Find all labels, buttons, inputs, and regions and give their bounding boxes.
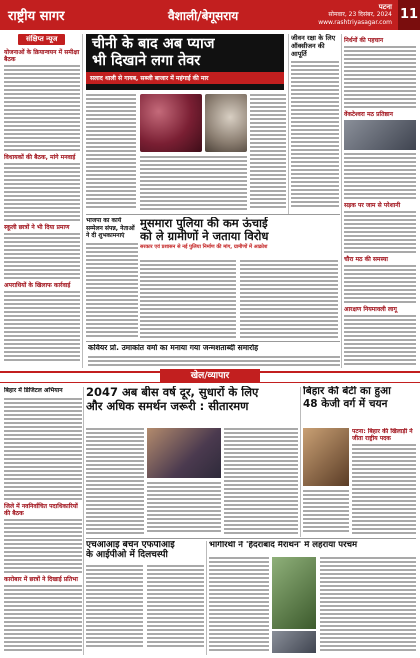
athlete-headline-block bbox=[303, 386, 417, 426]
ipo-story bbox=[86, 541, 204, 655]
column-rule bbox=[206, 541, 207, 655]
right-headline: वेंकटेश्वरा मठ प्रतिष्ठान bbox=[344, 111, 393, 118]
sitharaman-story-column bbox=[86, 428, 144, 536]
bridge-headline-line2: को ले ग्रामीणों ने जताया विरोध bbox=[140, 229, 269, 244]
sitharaman-headline-block bbox=[86, 386, 298, 426]
brief-headline: अपराधियों के खिलाफ कार्रवाई bbox=[4, 282, 71, 289]
dateline-site: www.rashtriyasagar.com bbox=[318, 19, 392, 26]
athlete-kicker: पटना: बिहार की खिलाड़ी ने जीता राष्ट्रीय पदक bbox=[352, 428, 413, 442]
athlete-story-column bbox=[303, 490, 349, 536]
onion-photo bbox=[140, 94, 202, 152]
section2-headline: कारोबार में छात्रों ने दिखाई प्रतिभा bbox=[4, 575, 78, 583]
bridge-headline-block bbox=[140, 217, 340, 257]
text-block bbox=[4, 163, 80, 221]
column-rule bbox=[341, 34, 342, 368]
ipo-headline-line2: के आईपीओ में दिलचस्पी bbox=[86, 550, 168, 561]
bridge-story-column bbox=[240, 260, 338, 340]
section-rule bbox=[86, 341, 340, 342]
section2-headline: जिले में नवनिर्वाचित पदाधिकारियों की बैठक bbox=[4, 502, 78, 517]
bridge-headline-line1: मुसमारा पुलिया की कम ऊंचाई bbox=[140, 217, 268, 230]
right-headline: निर्धनों की पहचान bbox=[344, 37, 384, 44]
lead-story-column bbox=[140, 156, 247, 212]
oxygen-story bbox=[291, 34, 339, 214]
dateline-date: सोमवार, 23 दिसंबर, 2024 bbox=[328, 11, 392, 18]
marathon-story-column bbox=[320, 557, 416, 655]
digital-campaign-headline: बिहार में डिजिटल अभियान bbox=[4, 387, 63, 394]
right-news-column bbox=[344, 34, 416, 368]
section-rule bbox=[86, 538, 416, 539]
ipo-headline-line1: एचओआई बैचेन एफपीआई bbox=[86, 541, 175, 550]
brief-news-label: संक्षिप्त न्यूज bbox=[18, 34, 65, 45]
right-headline: सड़क पर जाम से परेशानी bbox=[344, 202, 401, 209]
athlete-headline-line2: 48 केजी वर्ग में चयन bbox=[303, 398, 388, 411]
right-headline: आरक्षण नियमावली लागू bbox=[344, 306, 397, 313]
dateline bbox=[318, 3, 392, 27]
lead-story-column bbox=[250, 94, 286, 212]
bridge-story-column bbox=[140, 260, 236, 340]
runner-photo-2 bbox=[272, 631, 316, 653]
column-rule bbox=[82, 34, 83, 368]
poet-story bbox=[88, 356, 340, 368]
oxygen-headline: जीवन रक्षा के लिए ऑक्सीजन की आपूर्ति bbox=[291, 34, 336, 58]
minister-photo bbox=[147, 428, 221, 478]
sitharaman-story-column bbox=[224, 428, 298, 536]
marathon-headline-block bbox=[209, 541, 417, 555]
section-rule bbox=[86, 214, 340, 215]
athlete-story-column bbox=[352, 428, 416, 536]
bridge-subhead: सरकार एवं प्रशासन से नई पुलिया निर्माण की मांग, ग्रामीणों में आक्रोश bbox=[140, 244, 268, 251]
text-block bbox=[4, 291, 80, 361]
lead-headline-box bbox=[86, 34, 284, 90]
lead-story-column bbox=[86, 94, 136, 212]
onion-photo-2 bbox=[205, 94, 247, 152]
marathon-story-column bbox=[209, 557, 269, 655]
masthead-band bbox=[0, 0, 420, 30]
column-rule bbox=[288, 34, 289, 214]
brief-headline: विधायकों की बैठक, मांगे मनवाई bbox=[4, 154, 76, 161]
sitharaman-story-column bbox=[147, 482, 221, 536]
marathon-headline: भागीरथी ने 'हैदराबाद मैराथन' में लहराया परचम bbox=[209, 541, 358, 550]
lead-headline-line2: भी दिखाने लगा तेवर bbox=[92, 53, 201, 70]
athlete-photo bbox=[303, 428, 349, 486]
sitharaman-headline-line2: और अधिक समर्थन जरूरी : सीतारमण bbox=[86, 399, 249, 414]
text-block bbox=[4, 233, 80, 279]
runner-photo bbox=[272, 557, 316, 629]
page-number: 11 bbox=[398, 0, 420, 30]
brief-news-column bbox=[4, 46, 80, 368]
column-rule bbox=[83, 387, 84, 655]
edition-label: वैशाली/बेगूसराय bbox=[168, 9, 239, 23]
athlete-headline-line1: बिहार की बेटी का हुआ bbox=[303, 386, 391, 397]
right-headline: चौरा मठ की समस्या bbox=[344, 256, 388, 263]
lead-headline-line1: चीनी के बाद अब प्याज bbox=[92, 36, 215, 52]
lead-subhead: सलाद थाली से गायब, सब्जी बाजार में महंगाई की मार bbox=[86, 72, 284, 84]
text-block bbox=[4, 65, 80, 151]
column-rule bbox=[300, 387, 301, 537]
brief-headline: स्कूली छात्रों ने भी दिया प्रमाण bbox=[4, 224, 70, 231]
party-meeting-headline: भाजपा का कार्य सम्मेलन संपन्न, नेताओं ने दी शुभकामनाएं bbox=[86, 217, 135, 239]
poet-anniversary-headline: कवियर प्रो. उमाकांत वर्मा का मनाया गया जन्मशताब्दी समारोह bbox=[88, 344, 259, 352]
sitharaman-headline-line1: 2047 अब बीस वर्ष दूर, सुधारों के लिए bbox=[86, 386, 259, 399]
sports-business-label: खेल/व्यापार bbox=[160, 369, 260, 383]
temple-photo bbox=[344, 120, 416, 150]
dateline-city: पटना bbox=[378, 3, 392, 11]
brief-headline: योजनाओं के क्रियान्वयन में समीक्षा बैठक bbox=[4, 49, 80, 63]
newspaper-title: राष्ट्रीय सागर bbox=[8, 9, 65, 24]
party-meeting-story bbox=[86, 217, 138, 339]
section2-left-column bbox=[4, 387, 82, 653]
